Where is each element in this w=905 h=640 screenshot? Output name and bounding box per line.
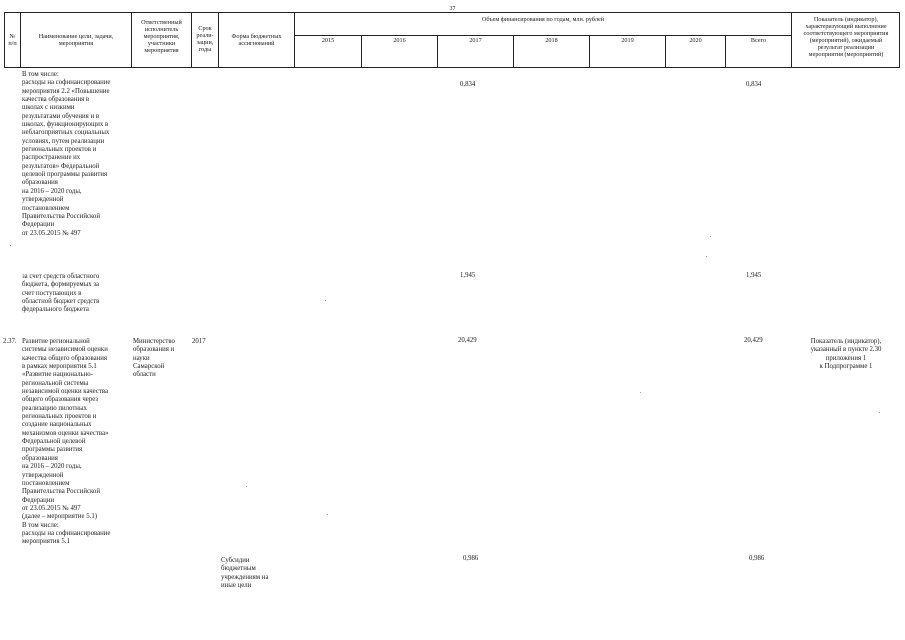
row-name-part2: за счет средств областного бюджета, формируемых за счет поступающих в областной бюджет средств федерального бюджета [22, 273, 100, 314]
row-name: Развитие региональной системы независимой оценки качества общего образования в рамках мероприятия 5.1 «Развитие национально- региональной системы независимой оценки качества общего образования через реализацию пилотных региональных проектов и создание национальных механизмов оценки качества» Федеральной целевой программы развития образования на 2016 – 2020 годы, утвержденной постановлением Правительства Российской Федерации от 23.05.2015 № 497 (далее – мероприятие 5.1) В том числе: расходы на софинансирование мероприятия 5.1 [22, 338, 111, 546]
table-header [4, 12, 900, 68]
header-col-executor: Ответственный исполнитель мероприятия, участники мероприятия [141, 19, 182, 54]
header-col-name: Наименование цели, задачи, мероприятия [38, 33, 114, 47]
scan-speck [246, 486, 247, 487]
row-indicator: Показатель (индикатор), указанный в пункте 2.30 приложения 1 к Подпрограмме 1 [810, 338, 882, 371]
scan-speck [706, 256, 707, 257]
row-term: 2017 [192, 338, 206, 345]
header-year-2019: 2019 [621, 37, 634, 44]
row-form: Субсидии бюджетным учреждениям на иные цели [221, 557, 269, 590]
header-year-2015: 2015 [321, 37, 335, 44]
scan-speck [879, 412, 880, 413]
row-value-2017: 20,429 [458, 337, 477, 344]
row-name-part1: В том числе: расходы на софинансирование мероприятия 2.2 «Повышение качества образования в школах с низкими результатами обучения и в школах, функционирующих в неблагоприятных социальных условиях, путем реализации региональных проектов и распространение их результатов» Федеральной целевой программы развития образования на 2016 – 2020 годы, утвержденной постановлением Правительства Российской Федерации от 23.05.2015 № 497 [22, 71, 111, 237]
header-year-2018: 2018 [545, 37, 558, 44]
header-col-form: Форма бюджетных ассигнований [231, 33, 282, 47]
row-value-total-federal: 1,945 [746, 272, 762, 279]
row-value-2017: 0,834 [460, 81, 476, 88]
scan-speck [10, 245, 11, 246]
row-value-total: 20,429 [744, 337, 763, 344]
row-number: 2.37. [3, 338, 17, 345]
row-value-2017-federal: 1,945 [460, 272, 476, 279]
header-year-2016: 2016 [393, 37, 406, 44]
header-year-total: Всего [750, 37, 767, 44]
row-executor: Министерство образования и науки Самарской области [133, 338, 175, 379]
scan-speck [710, 236, 711, 237]
row-value-total: 0,834 [746, 81, 762, 88]
row-value-2017-cofin: 0,986 [463, 555, 479, 562]
header-col-number: № п/п [8, 33, 17, 47]
row-value-total-cofin: 0,986 [749, 555, 765, 562]
page-number: 37 [449, 6, 456, 12]
scan-speck [327, 514, 328, 515]
header-year-2017: 2017 [469, 37, 482, 44]
header-col-term: Срок реали- зации, годы [196, 25, 214, 53]
header-col-indicator: Показатель (индикатор), характеризующий выполнение соответствующего мероприятия (мероприятий), ожидаемый результат реализации мероприятия (мероприятий) [803, 16, 889, 58]
scan-speck [640, 392, 641, 393]
header-col-volume: Объем финансирования по годам, млн. рублей [481, 16, 605, 23]
header-year-2020: 2020 [689, 37, 702, 44]
scan-speck [325, 300, 326, 301]
